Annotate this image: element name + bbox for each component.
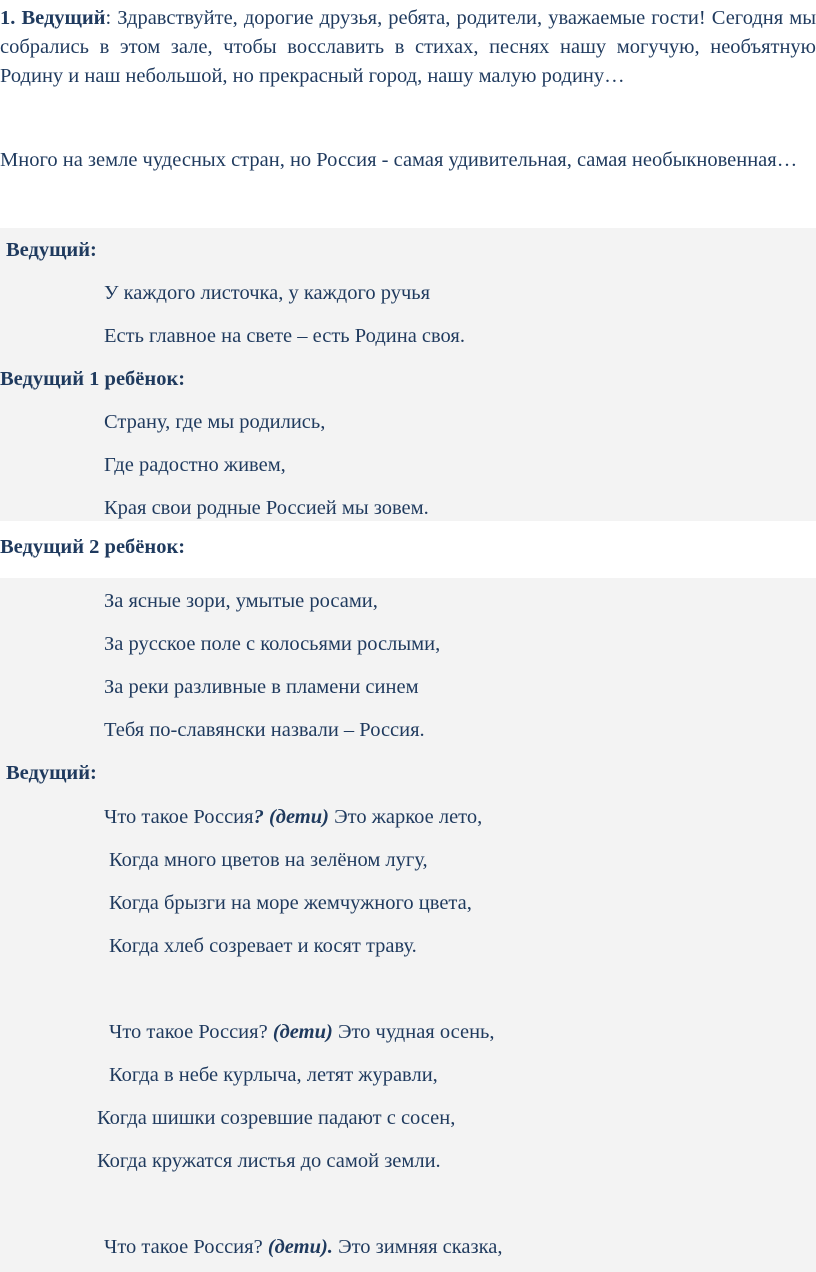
question-line (109, 1018, 495, 1046)
children-cue: ? (дети) (253, 806, 329, 828)
children-cue: (дети). (267, 1236, 333, 1258)
question-line (104, 1233, 502, 1261)
answer-text: Это жаркое лето, (328, 806, 483, 828)
speaker-label: Ведущий (21, 7, 106, 29)
section1-speaker: Ведущий: (6, 239, 97, 261)
poem-line: У каждого листочка, у каждого ручья (104, 282, 431, 304)
greeting-text: Здравствуйте, дорогие друзья, ребята, родители, уважаемые гости! Сегодня мы собрались в этом зале, чтобы восславить в стихах, песнях нашу могучую, необъятную Родину и наш небольшой, но прекрасный город, нашу малую родину… (0, 7, 816, 87)
intro-russia-text: Много на земле чудесных стран, но Россия - самая удивительная, самая необыкновенная… (0, 149, 798, 171)
poem-line: Когда много цветов на зелёном лугу, (109, 849, 428, 871)
poem-line: Есть главное на свете – есть Родина своя. (104, 325, 465, 347)
poem-line: За реки разливные в пламени синем (104, 676, 419, 698)
question-text: Что такое Россия (104, 806, 254, 828)
poem-line: За ясные зори, умытые росами, (104, 590, 378, 612)
intro-greeting (0, 4, 816, 91)
poem-line: Когда брызги на море жемчужного цвета, (109, 892, 472, 914)
poem-line: За русское поле с колосьями рослыми, (104, 633, 441, 655)
answer-text: Это зимняя сказка, (332, 1236, 503, 1258)
poem-line: Когда в небе курлыча, летят журавли, (109, 1064, 438, 1086)
item-number: 1. (0, 7, 16, 29)
poem-line: Страну, где мы родились, (104, 411, 326, 433)
poem-line: Когда кружатся листья до самой земли. (97, 1150, 441, 1172)
section4-speaker: Ведущий: (6, 762, 97, 784)
speaker-colon: : (105, 7, 112, 29)
poem-line: Когда хлеб созревает и косят траву. (109, 935, 417, 957)
poem-line: Где радостно живем, (104, 454, 286, 476)
answer-text: Это чудная осень, (332, 1021, 495, 1043)
children-cue: (дети) (272, 1021, 333, 1043)
poem-line: Тебя по-славянски назвали – Россия. (104, 719, 425, 741)
poem-line: Когда шишки созревшие падают с сосен, (97, 1107, 456, 1129)
poem-line: Края свои родные Россией мы зовем. (104, 497, 429, 519)
question-text: Что такое Россия? (109, 1021, 273, 1043)
section3-speaker: Ведущий 2 ребёнок: (0, 536, 186, 558)
section2-speaker: Ведущий 1 ребёнок: (0, 368, 186, 390)
question-line (104, 803, 482, 831)
question-text: Что такое Россия? (104, 1236, 268, 1258)
